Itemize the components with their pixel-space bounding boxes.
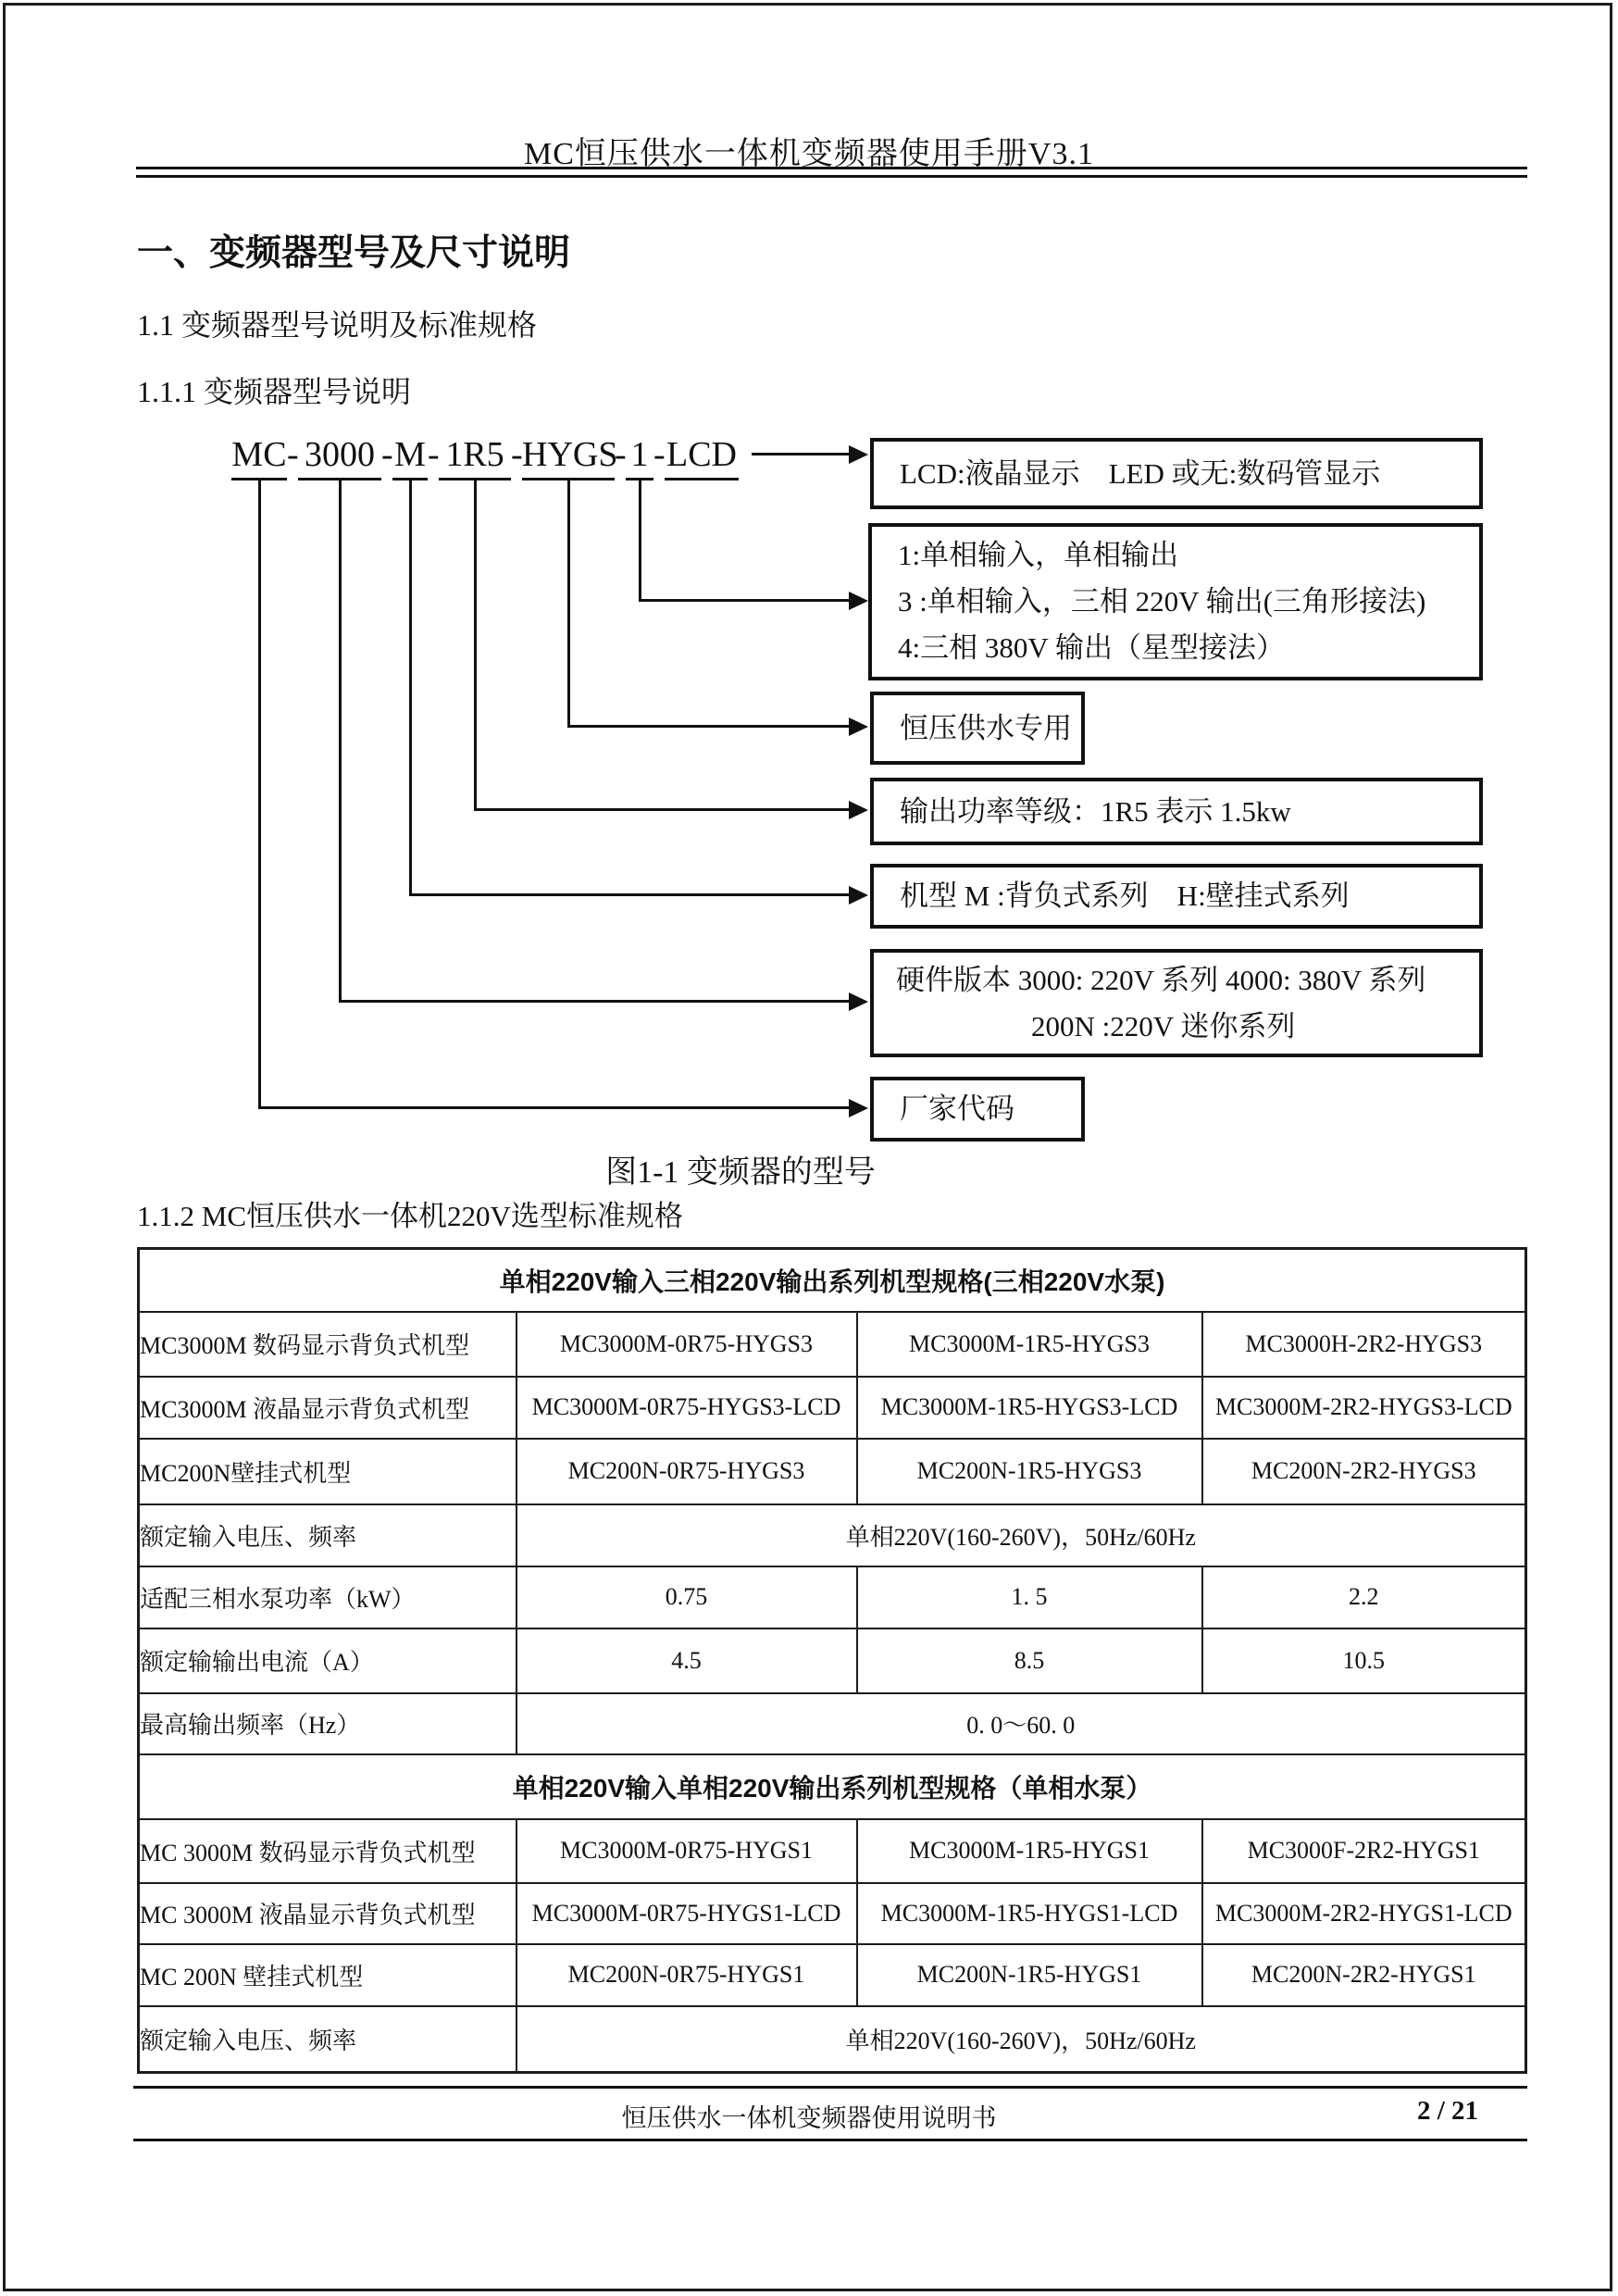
model-segment-hygs: HYGS (522, 431, 615, 480)
model-cell: MC3000M-1R5-HYGS1-LCD (857, 1883, 1202, 1944)
value-cell: 10.5 (1202, 1628, 1526, 1693)
value-cell: 4.5 (517, 1628, 857, 1693)
header-title: MC恒压供水一体机变频器使用手册V3.1 (524, 137, 1094, 171)
footer-rule-bottom (133, 2139, 1527, 2141)
model-cell: MC200N-0R75-HYGS1 (517, 1944, 857, 2006)
model-cell: MC200N-2R2-HYGS1 (1202, 1944, 1526, 2006)
model-segment-1r5: 1R5 (439, 431, 511, 480)
box-vendor-code-text: 厂家代码 (900, 1092, 1014, 1125)
connector-m-arrow-icon (849, 886, 868, 905)
table-row (139, 1819, 1526, 1883)
value-cell: 8.5 (857, 1628, 1202, 1693)
table-section-header-1 (139, 1249, 1526, 1312)
model-cell: MC3000M-1R5-HYGS3 (857, 1312, 1202, 1377)
section1-title: 单相220V输入三相220V输出系列机型规格(三相220V水泵) (139, 1249, 1526, 1312)
footer-rule-top (133, 2086, 1527, 2089)
connector-1r5-hline (474, 808, 851, 811)
box-machine-type-text: 机型 M :背负式系列 H:壁挂式系列 (900, 880, 1350, 912)
model-cell: MC200N-0R75-HYGS3 (517, 1439, 857, 1504)
connector-mc-hline (258, 1106, 851, 1109)
table-row (139, 1944, 1526, 2006)
box-hardware-version (870, 949, 1483, 1057)
value-cell: 1. 5 (857, 1566, 1202, 1628)
phase-line-3: 4:三相 380V 输出（星型接法） (898, 631, 1285, 664)
value-cell: 单相220V(160-260V)，50Hz/60Hz (517, 2006, 1526, 2073)
row-label: MC3000M 数码显示背负式机型 (139, 1312, 517, 1377)
box-machine-type (870, 864, 1483, 929)
model-segment-3000: 3000 (298, 431, 381, 480)
connector-1-vline (639, 480, 641, 602)
model-cell: MC3000M-0R75-HYGS1-LCD (517, 1883, 857, 1944)
table-row (139, 1628, 1526, 1693)
footer-doc-name: 恒压供水一体机变频器使用说明书 (621, 2104, 997, 2132)
model-cell: MC3000M-0R75-HYGS3-LCD (517, 1377, 857, 1439)
value-cell: 单相220V(160-260V)，50Hz/60Hz (517, 1504, 1526, 1566)
box-constant-pressure (870, 692, 1085, 765)
spec-table (137, 1247, 1527, 2074)
connector-hygs-hline (567, 725, 851, 728)
box-display-type (870, 438, 1483, 509)
subsection-heading-1-1-1: 1.1.1 变频器型号说明 (137, 375, 412, 408)
connector-m-hline (409, 893, 851, 896)
connector-m-vline (409, 480, 412, 896)
table-row (139, 1693, 1526, 1754)
box-power-rating-text: 输出功率等级：1R5 表示 1.5kw (900, 794, 1291, 828)
model-separator: - (381, 435, 393, 474)
connector-mc-arrow-icon (849, 1099, 868, 1117)
row-label: MC 3000M 液晶显示背负式机型 (139, 1883, 517, 1944)
model-cell: MC3000M-2R2-HYGS1-LCD (1202, 1883, 1526, 1944)
model-cell: MC200N-1R5-HYGS3 (857, 1439, 1202, 1504)
subsection-heading-1-1-2: 1.1.2 MC恒压供水一体机220V选型标准规格 (137, 1200, 683, 1232)
model-cell: MC3000M-1R5-HYGS1 (857, 1819, 1202, 1883)
phase-line-2: 3 :单相输入，三相 220V 输出(三角形接法) (898, 585, 1426, 618)
box-vendor-code (870, 1077, 1085, 1142)
box-display-text: LCD:液晶显示 LED 或无:数码管显示 (900, 456, 1381, 490)
connector-hygs-arrow-icon (849, 718, 868, 736)
connector-1-arrow-icon (849, 592, 868, 610)
model-cell: MC3000H-2R2-HYGS3 (1202, 1312, 1526, 1377)
table-row (139, 1883, 1526, 1944)
connector-1r5-arrow-icon (849, 801, 868, 819)
connector-1r5-vline (474, 480, 477, 811)
row-label: MC 3000M 数码显示背负式机型 (139, 1819, 517, 1883)
footer-page-number: 2 / 21 (1416, 2096, 1479, 2126)
table-row (139, 2006, 1526, 2073)
model-separator: - (287, 435, 299, 474)
box-power-rating (870, 778, 1483, 845)
model-segment-m: M (392, 431, 428, 480)
table-section-header-2 (139, 1754, 1526, 1819)
model-cell: MC200N-2R2-HYGS3 (1202, 1439, 1526, 1504)
model-segment-mc: MC (231, 431, 287, 480)
figure-caption: 图1-1 变频器的型号 (605, 1155, 876, 1190)
table-row (139, 1566, 1526, 1628)
model-cell: MC3000M-1R5-HYGS3-LCD (857, 1377, 1202, 1439)
header-rule (136, 167, 1527, 178)
connector-mc-vline (258, 480, 261, 1109)
model-cell: MC3000M-0R75-HYGS1 (517, 1819, 857, 1883)
row-label: MC 200N 壁挂式机型 (139, 1944, 517, 2006)
box-output-phase (868, 523, 1483, 680)
row-label: 最高输出频率（Hz） (139, 1693, 517, 1754)
value-cell: 2.2 (1202, 1566, 1526, 1628)
table-row (139, 1439, 1526, 1504)
model-separator: - (653, 435, 666, 474)
connector-lcd-line (752, 453, 851, 455)
model-cell: MC200N-1R5-HYGS1 (857, 1944, 1202, 2006)
subsection-heading-1-1: 1.1 变频器型号说明及标准规格 (137, 308, 538, 342)
row-label: 额定输入电压、频率 (139, 1504, 517, 1566)
hardware-line-2: 200N :220V 迷你系列 (1031, 1009, 1296, 1042)
section-heading: 一、变频器型号及尺寸说明 (137, 233, 571, 273)
hardware-line-1: 硬件版本 3000: 220V 系列 4000: 380V 系列 (896, 963, 1426, 996)
connector-1-hline (639, 599, 851, 602)
model-cell: MC3000M-0R75-HYGS3 (517, 1312, 857, 1377)
connector-lcd-arrow-icon (849, 445, 868, 464)
connector-3000-arrow-icon (849, 992, 868, 1011)
table-row (139, 1312, 1526, 1377)
value-cell: 0. 0～60. 0 (517, 1693, 1526, 1754)
row-label: MC200N壁挂式机型 (139, 1439, 517, 1504)
model-cell: MC3000F-2R2-HYGS1 (1202, 1819, 1526, 1883)
phase-line-1: 1:单相输入，单相输出 (898, 539, 1179, 571)
model-separator: - (615, 435, 627, 474)
table-row (139, 1377, 1526, 1439)
box-constant-pressure-text: 恒压供水专用 (900, 711, 1072, 744)
section2-title: 单相220V输入单相220V输出系列机型规格（单相水泵） (139, 1754, 1526, 1819)
model-segment-lcd: LCD (665, 431, 739, 480)
connector-3000-vline (339, 480, 342, 1003)
model-segment-1: 1 (626, 431, 653, 480)
row-label: MC3000M 液晶显示背负式机型 (139, 1377, 517, 1439)
row-label: 额定输入电压、频率 (139, 2006, 517, 2073)
connector-3000-hline (339, 1000, 851, 1003)
model-separator: - (428, 435, 440, 474)
row-label: 适配三相水泵功率（kW） (139, 1566, 517, 1628)
connector-hygs-vline (567, 480, 570, 728)
value-cell: 0.75 (517, 1566, 857, 1628)
row-label: 额定输输出电流（A） (139, 1628, 517, 1693)
model-cell: MC3000M-2R2-HYGS3-LCD (1202, 1377, 1526, 1439)
table-row (139, 1504, 1526, 1566)
model-separator: - (511, 435, 523, 474)
